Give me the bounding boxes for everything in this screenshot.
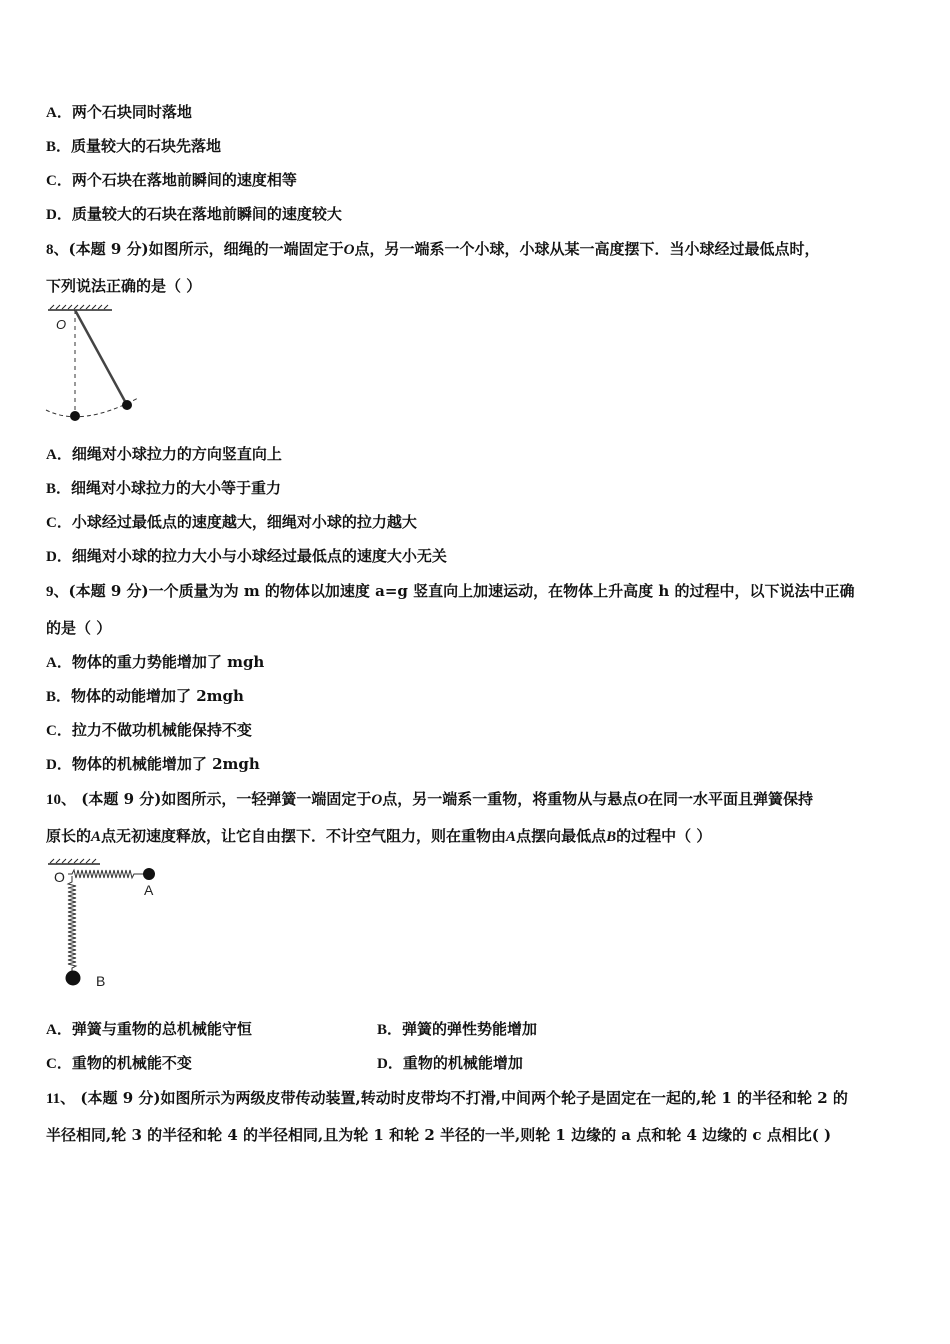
q10-stem-line1 [46, 789, 813, 810]
q7-option-a [46, 102, 192, 123]
q7-option-c [46, 170, 297, 191]
option-letter: C． [46, 515, 72, 531]
q11-stem-line2: 半径相同,轮 3 的半径和轮 4 的半径相同,且为轮 1 和轮 2 半径的一半,则轮 1 边缘的 a 点和轮 4 边缘的 c 点相比( ) [46, 1126, 832, 1144]
point-a: A [506, 829, 517, 845]
option-letter: A． [46, 1022, 72, 1038]
option-text: 质量较大的石块先落地 [71, 137, 222, 155]
stem-text: 的过程中（ ） [616, 827, 712, 845]
option-text: 弹簧的弹性势能增加 [402, 1020, 538, 1038]
point-o: O [637, 792, 649, 808]
label-b: B [96, 973, 106, 989]
q11-stem-line1 [46, 1088, 848, 1109]
q10-option-c [46, 1053, 192, 1074]
q9-option-d [46, 754, 260, 775]
stem-text: 点，另一端系一个小球，小球从某一高度摆下．当小球经过最低点时， [354, 240, 820, 258]
pendulum-figure [42, 304, 147, 422]
stem-text: 点摆向最低点 [516, 827, 607, 845]
q9-stem-line1 [46, 581, 854, 602]
q8-option-b [46, 478, 281, 499]
option-text: 两个石块同时落地 [71, 103, 192, 121]
q9-option-c [46, 720, 252, 741]
option-letter: B． [46, 481, 72, 497]
stem-text: 一个质量为为 m 的物体以加速度 a=g 竖直向上加速运动，在物体上升高度 h 的过程中，以下说法中正确 [148, 582, 855, 600]
ball-lowest [70, 411, 80, 421]
option-letter: D． [46, 757, 72, 773]
question-score: (本题 9 分) [68, 240, 149, 258]
option-text: 物体的重力势能增加了 mgh [71, 653, 265, 671]
stem-text: 原长的 [46, 827, 92, 845]
option-text: 拉力不做功机械能保持不变 [71, 721, 252, 739]
option-text: 质量较大的石块在落地前瞬间的速度较大 [71, 205, 342, 223]
option-letter: B． [46, 139, 72, 155]
q9-option-b [46, 686, 244, 707]
weight-at-b [66, 971, 81, 986]
point-b: B [606, 829, 617, 845]
option-letter: A． [46, 105, 72, 121]
spring-figure [44, 856, 168, 996]
option-letter: A． [46, 447, 72, 463]
option-letter: B． [46, 689, 72, 705]
option-text: 细绳对小球拉力的方向竖直向上 [71, 445, 282, 463]
question-number: 8、 [46, 242, 69, 258]
q8-stem-line1 [46, 239, 819, 260]
option-letter: D． [46, 207, 72, 223]
option-letter: C． [46, 723, 72, 739]
q10-option-d [377, 1053, 523, 1074]
q10-stem-line2 [46, 826, 711, 847]
ball-current [122, 400, 132, 410]
option-letter: A． [46, 655, 72, 671]
stem-text: 在同一水平面且弹簧保持 [648, 790, 814, 808]
point-a: A [91, 829, 102, 845]
weight-at-a [143, 868, 155, 880]
question-number: 11、 [46, 1091, 76, 1107]
q8-option-d [46, 546, 447, 567]
q10-option-a [46, 1019, 252, 1040]
question-score: (本题 9 分) [81, 790, 162, 808]
option-text: 重物的机械能不变 [71, 1054, 192, 1072]
option-text: 重物的机械能增加 [402, 1054, 523, 1072]
q9-stem-line2: 的是（ ） [46, 619, 112, 637]
stem-text: 点，另一端系一重物，将重物从与悬点 [382, 790, 638, 808]
label-o: O [56, 317, 67, 332]
option-text: 物体的动能增加了 2mgh [71, 687, 244, 705]
q9-option-a [46, 652, 264, 673]
option-letter: D． [377, 1056, 403, 1072]
question-number: 9、 [46, 584, 69, 600]
q8-option-c [46, 512, 417, 533]
label-a: A [144, 882, 154, 898]
q7-option-d [46, 204, 342, 225]
question-number: 10、 [46, 792, 77, 808]
vertical-spring [68, 876, 76, 972]
option-text: 两个石块在落地前瞬间的速度相等 [71, 171, 297, 189]
rope-line [75, 310, 127, 405]
option-text: 物体的机械能增加了 2mgh [71, 755, 260, 773]
q10-option-b [377, 1019, 537, 1040]
option-letter: B． [377, 1022, 403, 1038]
point-o: O [343, 242, 355, 258]
q8-option-a [46, 444, 282, 465]
stem-text: 点无初速度释放，让它自由摆下．不计空气阻力，则在重物由 [101, 827, 507, 845]
ceiling-hatch [50, 305, 108, 309]
stem-text: 如图所示，一轻弹簧一端固定于 [161, 790, 372, 808]
option-text: 细绳对小球拉力的大小等于重力 [71, 479, 282, 497]
stem-text: 如图所示，细绳的一端固定于 [148, 240, 344, 258]
q8-stem-line2: 下列说法正确的是（ ） [46, 277, 202, 295]
point-o: O [371, 792, 383, 808]
question-score: (本题 9 分) [68, 582, 149, 600]
option-text: 细绳对小球的拉力大小与小球经过最低点的速度大小无关 [71, 547, 447, 565]
option-letter: C． [46, 173, 72, 189]
option-text: 弹簧与重物的总机械能守恒 [71, 1020, 252, 1038]
stem-text: 如图所示为两级皮带传动装置,转动时皮带均不打滑,中间两个轮子是固定在一起的,轮 1 的半径和轮 2 的 [160, 1089, 848, 1107]
option-letter: D． [46, 549, 72, 565]
label-o: O [54, 869, 65, 885]
ceiling-hatch [50, 859, 96, 863]
option-text: 小球经过最低点的速度越大，细绳对小球的拉力越大 [71, 513, 417, 531]
question-score: (本题 9 分) [80, 1089, 161, 1107]
q7-option-b [46, 136, 221, 157]
horizontal-spring [68, 870, 144, 878]
option-letter: C． [46, 1056, 72, 1072]
